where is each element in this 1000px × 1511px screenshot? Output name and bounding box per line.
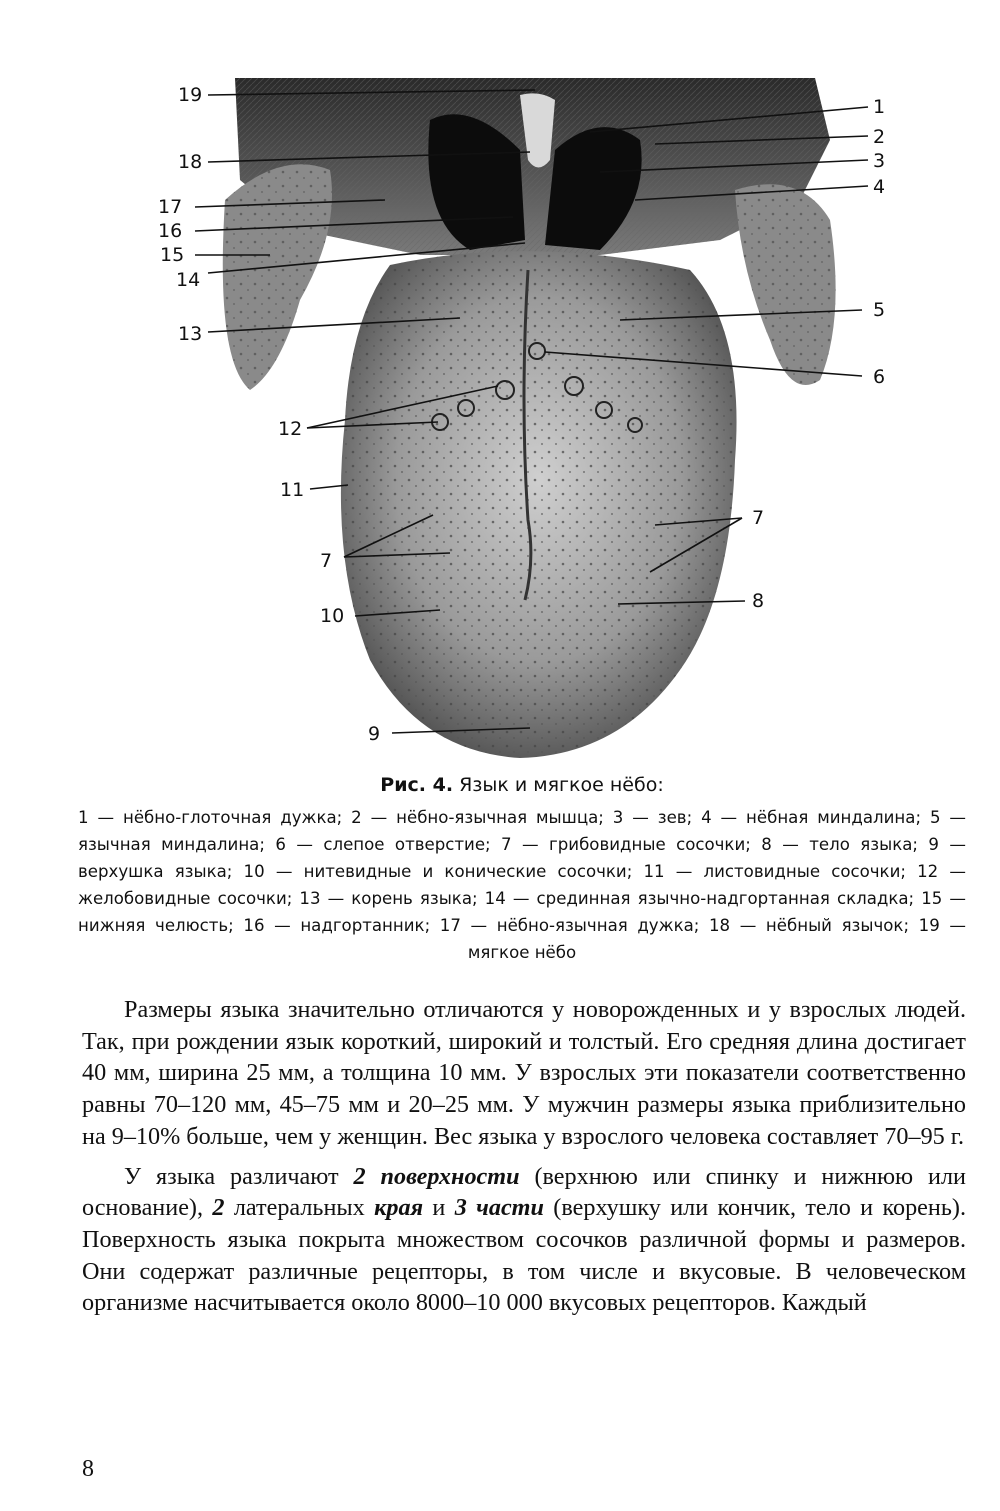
label-19: 19 <box>178 84 203 106</box>
paragraph-2: У языка различают 2 поверхности (верхнюю или спинку и нижнюю или основание), 2 латеральных края и 3 части (верхушку или кончик, тело и корень). Поверхность языка покрыта множеством сосочков различной формы и размеров. Они содержат различные рецепторы, в том числе и вкусовые. В человеческом организме насчитывается около 8000–10 000 вкусовых рецепторов. Каждый <box>82 1162 966 1317</box>
label-1: 1 <box>873 96 886 118</box>
anatomy-drawing <box>223 78 836 758</box>
label-12: 12 <box>278 418 303 440</box>
page-number: 8 <box>82 1456 94 1482</box>
caption-legend: 1 — нёбно-глоточная дужка; 2 — нёбно-язычная мышца; 3 — зев; 4 — нёбная миндалина; 5 — язычная миндалина; 6 — слепое отверстие; 7 — грибовидные сосочки; 8 — тело языка; 9 — верхушка языка; 10 — нитевидные и конические сосочки; 11 — листовидные сосочки; 12 — желобовидные сосочки; 13 — корень языка; 14 — срединная язычно-надгортанная складка; 15 — нижняя челюсть; 16 — надгортанник; 17 — нёбно-язычная дужка; 18 — нёбный язычок; 19 — мягкое нёбо <box>78 808 966 962</box>
label-2: 2 <box>873 126 886 148</box>
label-8: 8 <box>752 590 765 612</box>
body-text <box>82 994 966 1327</box>
caption-title: Рис. 4. Язык и мягкое нёбо: <box>380 774 664 796</box>
label-17: 17 <box>158 196 183 218</box>
label-3: 3 <box>873 150 886 172</box>
label-14: 14 <box>176 269 201 291</box>
label-18: 18 <box>178 151 203 173</box>
label-10: 10 <box>320 605 345 627</box>
label-9: 9 <box>368 723 381 745</box>
label-13: 13 <box>178 323 203 345</box>
label-5: 5 <box>873 299 886 321</box>
label-7-left: 7 <box>320 550 333 572</box>
label-11: 11 <box>280 479 305 501</box>
label-4: 4 <box>873 176 886 198</box>
paragraph-1: Размеры языка значительно отличаются у новорожденных и у взрослых людей. Так, при рождении язык короткий, широкий и толстый. Его средняя длина достигает 40 мм, ширина 25 мм, а толщина 10 мм. У взрослых эти показатели соответственно равны 70–120 мм, 45–75 мм и 20–25 мм. У мужчин размеры языка приблизительно на 9–10% больше, чем у женщин. Вес языка у взрослого человека составляет 70–95 г. <box>82 996 966 1150</box>
label-6: 6 <box>873 366 886 388</box>
label-16: 16 <box>158 220 183 242</box>
label-7-right: 7 <box>752 507 765 529</box>
label-15: 15 <box>160 244 185 266</box>
figure-caption <box>78 772 966 966</box>
